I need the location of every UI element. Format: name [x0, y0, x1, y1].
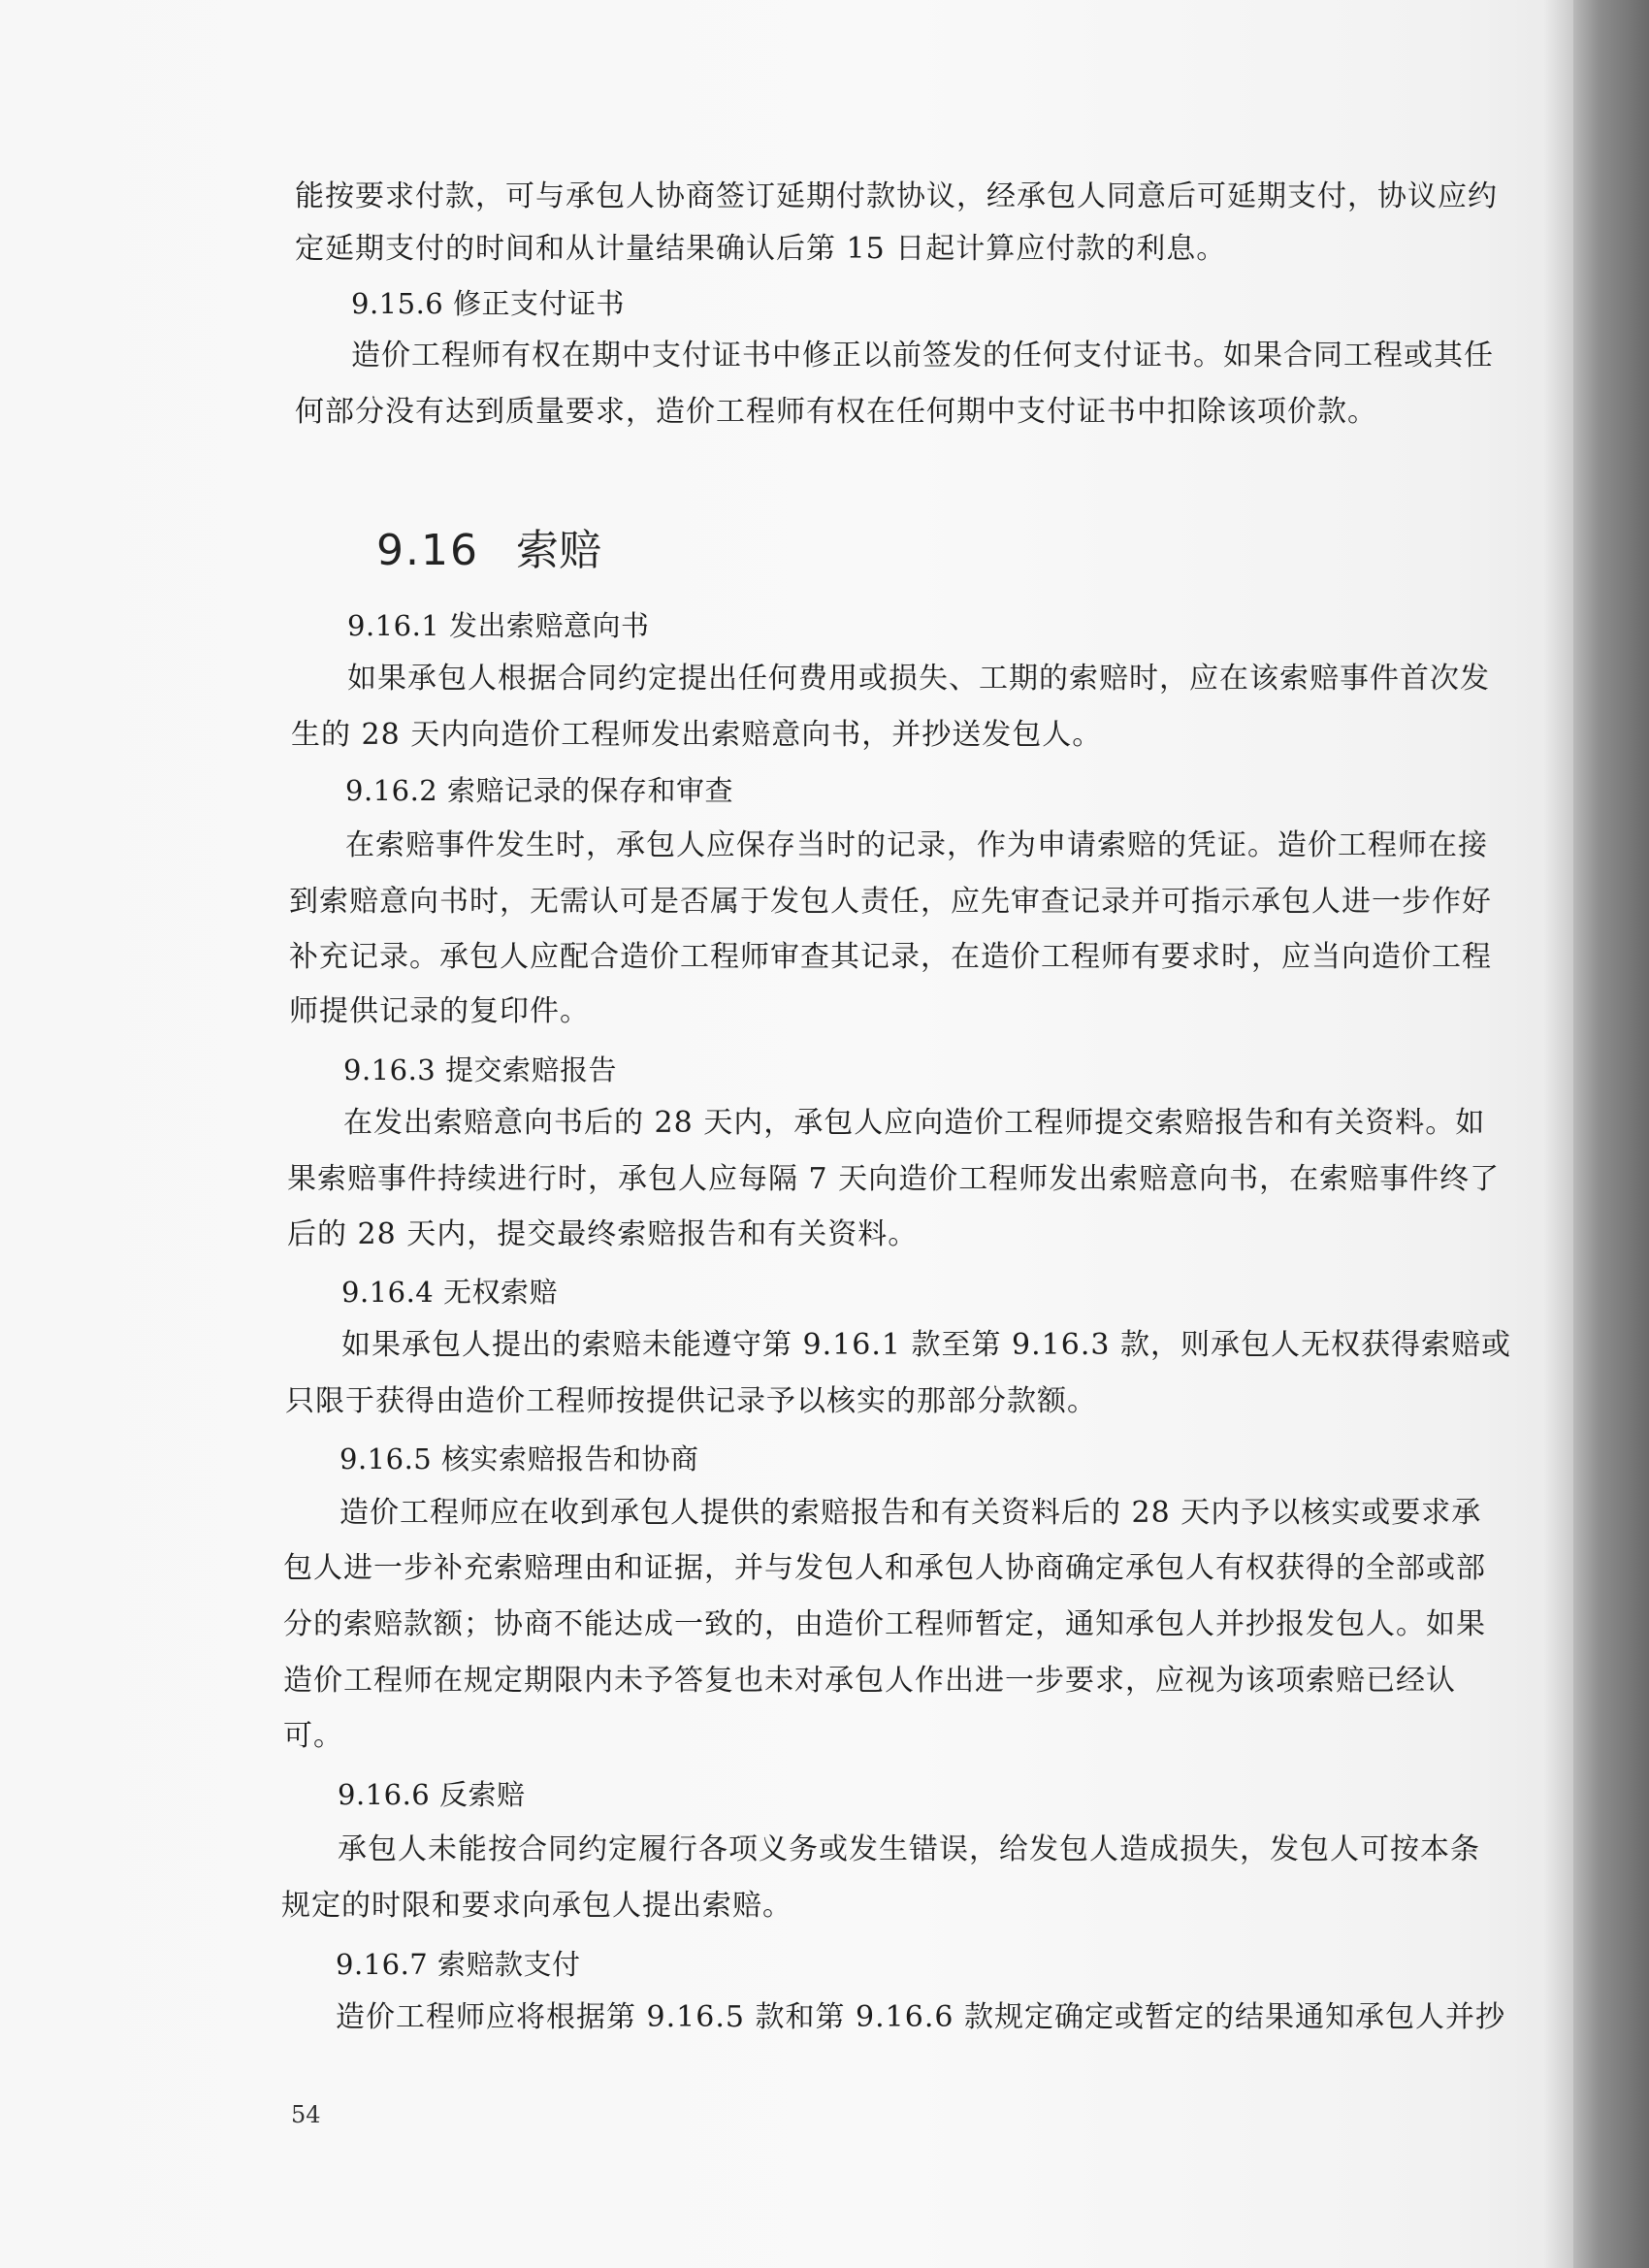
body-line: 后的 28 天内，提交最终索赔报告和有关资料。	[287, 1217, 919, 1251]
subsection-title: 9.16.5 核实索赔报告和协商	[340, 1442, 699, 1475]
body-line: 造价工程师在规定期限内未予答复也未对承包人作出进一步要求，应视为该项索赔已经认	[283, 1664, 1456, 1698]
body-line: 造价工程师应在收到承包人提供的索赔报告和有关资料后的 28 天内予以核实或要求承	[340, 1496, 1482, 1530]
body-line: 如果承包人提出的索赔未能遵守第 9.16.1 款至第 9.16.3 款，则承包人无权获得索赔或	[341, 1328, 1511, 1362]
body-line: 能按要求付款，可与承包人协商签订延期付款协议，经承包人同意后可延期支付，协议应约	[295, 179, 1498, 213]
body-line: 如果承包人根据合同约定提出任何费用或损失、工期的索赔时，应在该索赔事件首次发	[347, 662, 1490, 696]
body-line: 补充记录。承包人应配合造价工程师审查其记录，在造价工程师有要求时，应当向造价工程	[289, 940, 1492, 974]
body-line: 造价工程师有权在期中支付证书中修正以前签发的任何支付证书。如果合同工程或其任	[351, 339, 1494, 373]
body-line: 在发出索赔意向书后的 28 天内，承包人应向造价工程师提交索赔报告和有关资料。如	[343, 1106, 1486, 1140]
binding-shadow	[1544, 0, 1573, 2268]
body-line: 定延期支付的时间和从计量结果确认后第 15 日起计算应付款的利息。	[295, 232, 1227, 266]
body-line: 可。	[283, 1719, 343, 1753]
body-line: 包人进一步补充索赔理由和证据，并与发包人和承包人协商确定承包人有权获得的全部或部	[283, 1551, 1486, 1585]
subsection-title: 9.16.2 索赔记录的保存和审查	[345, 774, 733, 807]
subsection-title: 9.16.4 无权索赔	[341, 1276, 558, 1309]
subsection-title: 9.15.6 修正支付证书	[351, 287, 625, 320]
subsection-title: 9.16.3 提交索赔报告	[343, 1053, 617, 1086]
body-line: 生的 28 天内向造价工程师发出索赔意向书，并抄送发包人。	[291, 718, 1103, 752]
body-line: 只限于获得由造价工程师按提供记录予以核实的那部分款额。	[285, 1384, 1097, 1418]
page-number: 54	[291, 2101, 321, 2128]
book-spine	[1573, 0, 1649, 2268]
subsection-title: 9.16.1 发出索赔意向书	[347, 609, 650, 642]
body-line: 在索赔事件发生时，承包人应保存当时的记录，作为申请索赔的凭证。造价工程师在接	[345, 828, 1488, 862]
subsection-title: 9.16.7 索赔款支付	[336, 1948, 581, 1981]
body-line: 承包人未能按合同约定履行各项义务或发生错误，给发包人造成损失，发包人可按本条	[338, 1832, 1480, 1866]
body-line: 到索赔意向书时，无需认可是否属于发包人责任，应先审查记录并可指示承包人进一步作好	[289, 885, 1492, 919]
section-title: 索赔	[515, 526, 601, 575]
section-heading	[376, 524, 601, 578]
body-line: 何部分没有达到质量要求，造价工程师有权在任何期中支付证书中扣除该项价款。	[295, 395, 1377, 429]
subsection-title: 9.16.6 反索赔	[338, 1778, 526, 1811]
body-line: 分的索赔款额；协商不能达成一致的，由造价工程师暂定，通知承包人并抄报发包人。如果	[283, 1607, 1486, 1641]
body-line: 造价工程师应将根据第 9.16.5 款和第 9.16.6 款规定确定或暂定的结果通知承包人并抄	[336, 2000, 1505, 2034]
body-line: 规定的时限和要求向承包人提出索赔。	[281, 1889, 792, 1923]
body-line: 果索赔事件持续进行时，承包人应每隔 7 天向造价工程师发出索赔意向书，在索赔事件终了	[287, 1162, 1501, 1196]
section-number: 9.16	[376, 526, 479, 575]
body-line: 师提供记录的复印件。	[289, 994, 590, 1028]
